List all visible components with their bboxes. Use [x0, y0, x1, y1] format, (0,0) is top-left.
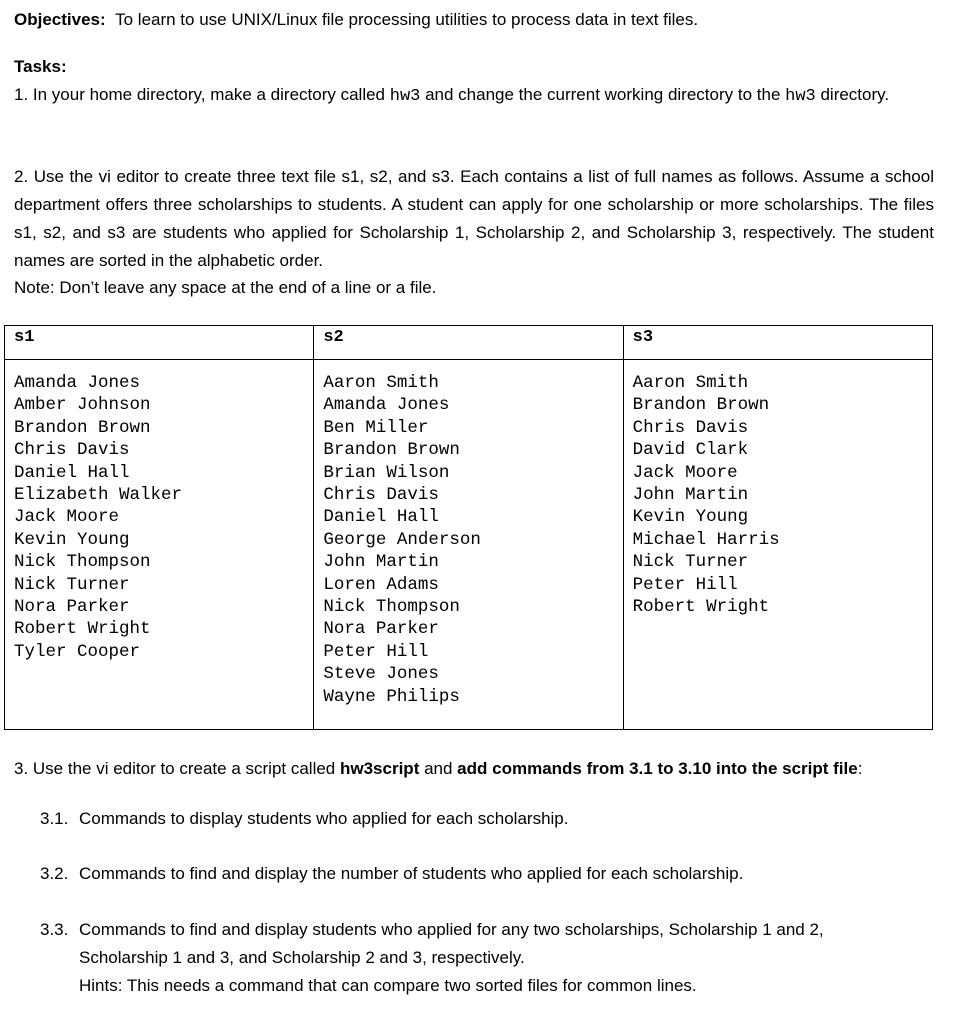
task-3: [14, 755, 934, 783]
task-3-script-name: hw3script: [340, 759, 420, 778]
name-list-item: Wayne Philips: [323, 686, 460, 707]
name-list-item: Tyler Cooper: [14, 641, 141, 662]
name-list-item: Robert Wright: [14, 619, 151, 640]
name-list-s2: [323, 360, 613, 708]
name-list-item: John Martin: [632, 485, 749, 506]
name-list-s1: [14, 360, 304, 663]
subtask-text: Commands to display students who applied for each scholarship.: [79, 809, 569, 828]
task-1-text-b: and change the current working directory to the: [420, 85, 786, 104]
name-list-item: Michael Harris: [632, 529, 780, 550]
task-3-text-a: 3. Use the vi editor to create a script called: [14, 759, 340, 778]
name-list-item: Chris Davis: [14, 440, 130, 461]
task-3-text-b: and: [419, 759, 458, 778]
task-1-text-a: 1. In your home directory, make a directory called: [14, 85, 390, 104]
name-list-item: Elizabeth Walker: [14, 485, 183, 506]
subtask-number: 3.2.: [40, 864, 69, 883]
name-list-item: Loren Adams: [323, 574, 439, 595]
task-1-text-c: directory.: [815, 85, 890, 104]
name-list-item: Ben Miller: [323, 417, 429, 438]
subtask-continuation: Scholarship 1 and 3, and Scholarship 2 and 3, respectively.: [79, 948, 525, 967]
objectives-line: [14, 6, 934, 34]
name-list-item: Nora Parker: [14, 597, 130, 618]
column-header-s3: s3: [632, 328, 654, 347]
name-list-item: Chris Davis: [323, 485, 439, 506]
header-cell-s2: [314, 326, 623, 360]
names-cell-s2: [314, 360, 623, 730]
header-cell-s3: [623, 326, 932, 360]
name-list-s3: [633, 360, 923, 618]
task-3-instruction: add commands from 3.1 to 3.10 into the script file: [457, 759, 858, 778]
subtask-number: 3.1.: [40, 809, 69, 828]
names-table: [4, 325, 933, 730]
name-list-item: Peter Hill: [632, 574, 738, 595]
task-2: 2. Use the vi editor to create three text file s1, s2, and s3. Each contains a list of full names as follows. Assume a school department offers three scholarships to students. A student can apply for one scholarship or more scholarships. The files s1, s2, and s3 are students who applied for Scholarship 1, Scholarship 2, and Scholarship 3, respectively. The student names are sorted in the alphabetic order.: [14, 167, 934, 270]
task-2-note: Note: Don’t leave any space at the end of a line or a file.: [14, 278, 437, 297]
tasks-heading: Tasks:: [14, 57, 67, 76]
subtask-3-2: [40, 860, 934, 888]
name-list-item: David Clark: [632, 440, 749, 461]
column-header-s1: s1: [14, 328, 35, 347]
name-list-item: Brian Wilson: [323, 462, 450, 483]
subtask-3-3: [40, 916, 934, 1000]
name-list-item: Nick Thompson: [14, 552, 151, 573]
task-1-code-hw3-2: hw3: [785, 87, 816, 106]
name-list-item: Brandon Brown: [632, 395, 770, 416]
name-list-item: Daniel Hall: [14, 462, 130, 483]
names-table-header-row: [5, 326, 933, 360]
task-3-text-c: :: [857, 759, 863, 778]
header-cell-s1: [5, 326, 314, 360]
name-list-item: Aaron Smith: [632, 373, 749, 393]
subtask-text: Commands to find and display the number of students who applied for each scholarship.: [79, 864, 744, 883]
name-list-item: Amanda Jones: [14, 373, 141, 393]
task-1-code-hw3: hw3: [389, 87, 421, 106]
name-list-item: Kevin Young: [14, 529, 130, 550]
name-list-item: John Martin: [323, 552, 439, 573]
subtask-text: Commands to find and display students who applied for any two scholarships, Scholarship 1 and 2,: [79, 920, 824, 939]
name-list-item: Peter Hill: [323, 641, 429, 662]
name-list-item: Nick Thompson: [323, 597, 460, 618]
name-list-item: Chris Davis: [632, 417, 749, 438]
names-cell-s3: [623, 360, 932, 730]
column-header-s2: s2: [323, 328, 344, 347]
name-list-item: Daniel Hall: [323, 507, 439, 528]
task-1: [14, 81, 934, 111]
subtask-hint: Hints: This needs a command that can compare two sorted files for common lines.: [79, 976, 697, 995]
name-list-item: Nora Parker: [323, 619, 439, 640]
name-list-item: Brandon Brown: [323, 440, 460, 461]
name-list-item: Aaron Smith: [323, 373, 439, 393]
name-list-item: George Anderson: [323, 529, 481, 550]
name-list-item: Nick Turner: [14, 574, 130, 595]
objectives-label: Objectives:: [14, 10, 106, 29]
subtask-number: 3.3.: [40, 920, 69, 939]
name-list-item: Jack Moore: [14, 507, 120, 528]
name-list-item: Nick Turner: [632, 552, 749, 573]
name-list-item: Brandon Brown: [14, 417, 151, 438]
names-table-body-row: [5, 360, 933, 730]
name-list-item: Kevin Young: [632, 507, 749, 528]
names-cell-s1: [5, 360, 314, 730]
subtask-3-1: [40, 805, 934, 833]
name-list-item: Jack Moore: [632, 462, 738, 483]
objectives-text: To learn to use UNIX/Linux file processing utilities to process data in text files.: [115, 10, 699, 29]
name-list-item: Amanda Jones: [323, 395, 450, 416]
name-list-item: Robert Wright: [632, 597, 770, 618]
name-list-item: Amber Johnson: [14, 395, 151, 416]
name-list-item: Steve Jones: [323, 664, 439, 685]
